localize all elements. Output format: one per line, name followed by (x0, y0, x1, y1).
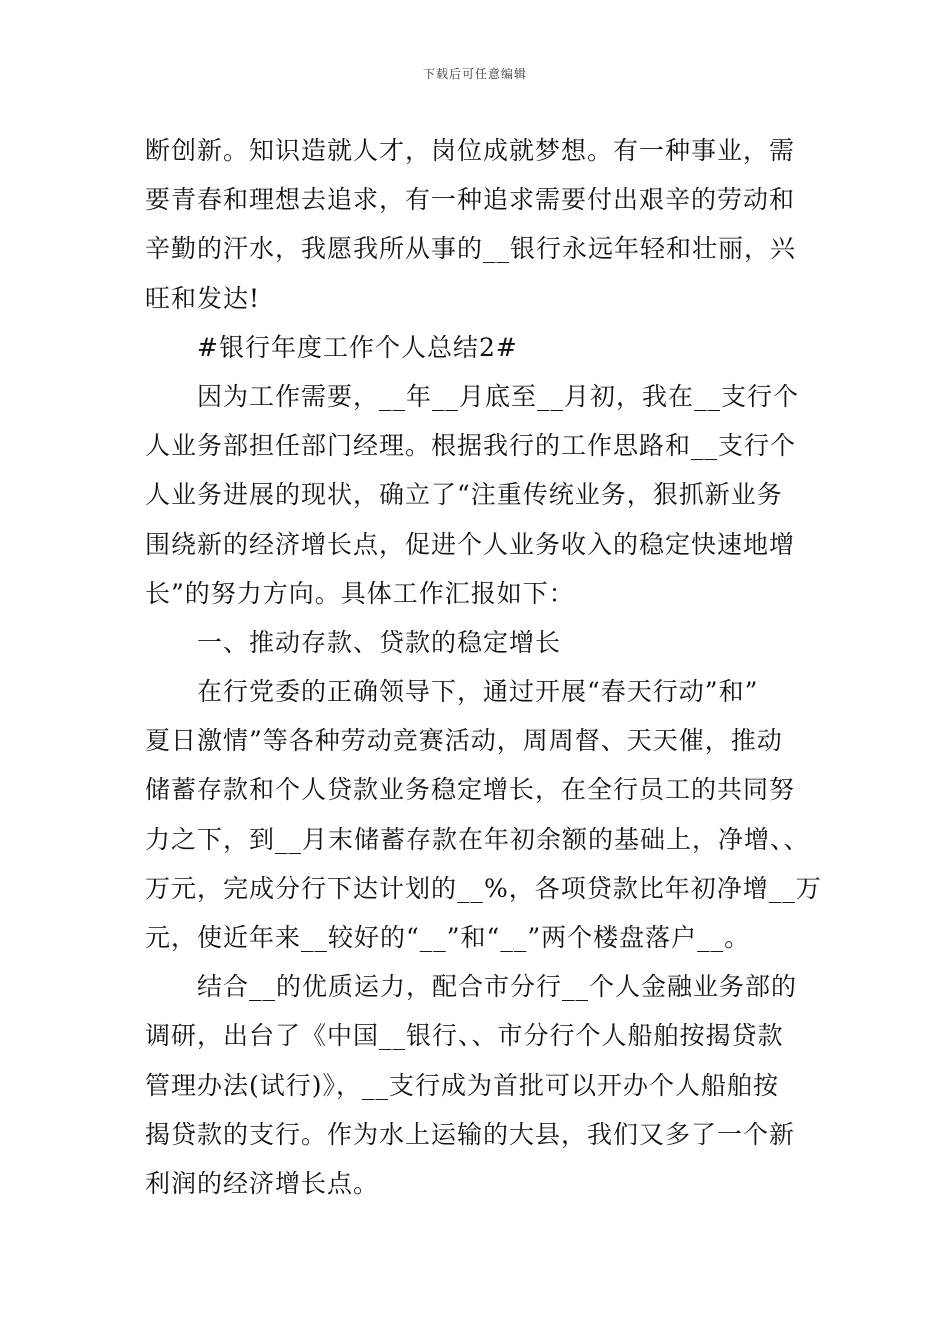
text-line: 人业务进展的现状，确立了“注重传统业务，狠抓新业务 (145, 480, 783, 510)
text-line: 结合__的优质运力，配合市分行__个人金融业务部的 (197, 972, 798, 1002)
text-line: 围绕新的经济增长点，促进个人业务收入的稳定快速地增 (145, 529, 796, 559)
text-line: 旺和发达! (145, 283, 261, 313)
text-line: 管理办法(试行)》，__支行成为首批可以开办个人船舶按 (145, 1070, 780, 1100)
text-line: 在行党委的正确领导下，通过开展“春天行动”和” (197, 677, 759, 707)
document-body (145, 126, 822, 1208)
section-heading: #银行年度工作个人总结2# (197, 332, 518, 362)
text-line: 因为工作需要，__年__月底至__月初，我在__支行个 (197, 381, 800, 411)
text-line: 人业务部担任部门经理。根据我行的工作思路和__支行个 (145, 431, 797, 461)
text-line: 储蓄存款和个人贷款业务稳定增长，在全行员工的共同努 (145, 775, 796, 805)
text-line: 力之下，到__月末储蓄存款在年初余额的基础上，净增、、 (145, 824, 810, 854)
text-line: 夏日激情”等各种劳动竞赛活动，周周督、天天催，推动 (145, 726, 783, 756)
text-line: 断创新。知识造就人才，岗位成就梦想。有一种事业，需 (145, 136, 796, 165)
text-line: 要青春和理想去追求，有一种追求需要付出艰辛的劳动和 (145, 185, 796, 215)
text-line: 长”的努力方向。具体工作汇报如下： (145, 578, 575, 608)
text-line: 辛勤的汗水，我愿我所从事的__银行永远年轻和壮丽，兴 (145, 234, 797, 264)
text-line: 元，使近年来__较好的“__”和“__”两个楼盘落户__。 (145, 923, 751, 952)
text-line: 揭贷款的支行。作为水上运输的大县，我们又多了一个新 (145, 1119, 796, 1149)
page-header: 下载后可任意编辑 (422, 67, 527, 81)
text-line: 调研，出台了《中国__银行、、市分行个人船舶按揭贷款 (145, 1021, 784, 1051)
subsection-heading: 一、推动存款、贷款的稳定增长 (197, 627, 562, 657)
text-line: 万元，完成分行下达计划的__%，各项贷款比年初净增__万 (145, 873, 822, 903)
text-line: 利润的经济增长点。 (145, 1168, 380, 1198)
